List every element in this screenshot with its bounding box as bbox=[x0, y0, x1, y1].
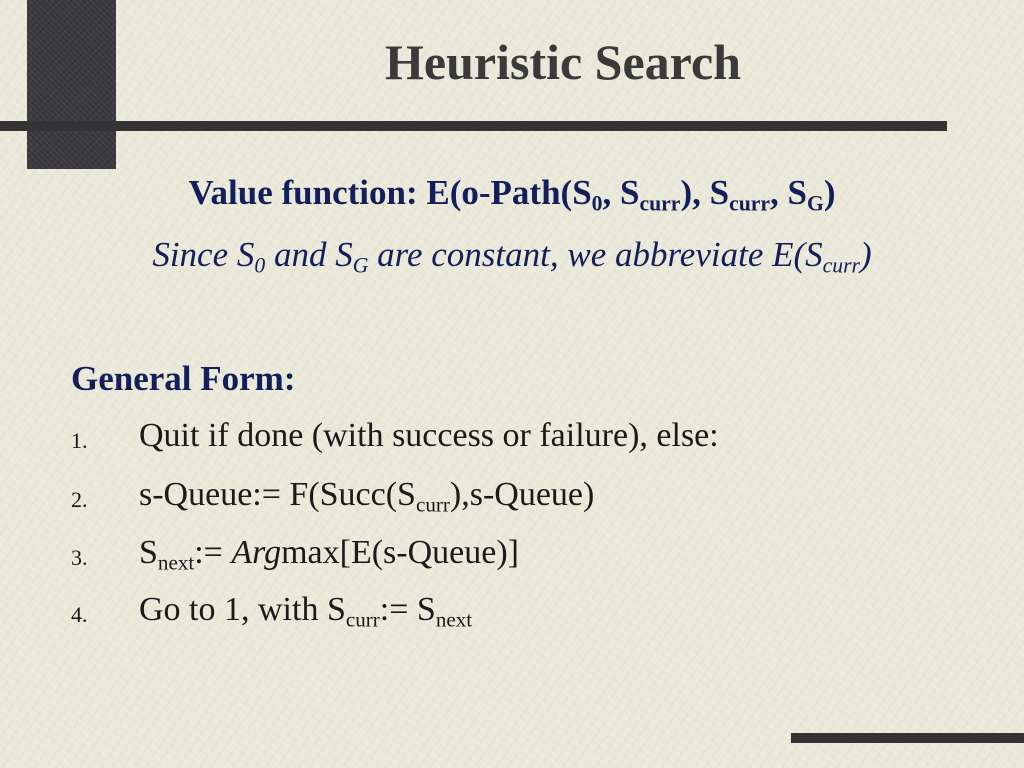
step-text-italic: Arg bbox=[231, 534, 282, 571]
subscript: G bbox=[806, 191, 824, 216]
step-text-part: s-Queue:= F(Succ(S bbox=[139, 476, 416, 513]
note-text: and S bbox=[265, 235, 353, 274]
step-number: 3. bbox=[71, 545, 88, 570]
title-divider-rule bbox=[0, 121, 947, 131]
slide-title: Heuristic Search bbox=[385, 34, 741, 90]
subscript: next bbox=[157, 550, 195, 575]
step-text bbox=[139, 534, 519, 575]
step-text bbox=[139, 476, 595, 517]
abbreviation-note bbox=[0, 234, 1024, 276]
subscript: 0 bbox=[591, 191, 603, 216]
subscript: curr bbox=[729, 191, 771, 216]
general-form-heading: General Form: bbox=[71, 359, 296, 398]
value-function-text: ) bbox=[823, 173, 836, 212]
value-function-text: ), S bbox=[680, 173, 730, 212]
step-text-part: S bbox=[139, 534, 158, 571]
step-text-part: := S bbox=[379, 591, 436, 628]
value-function-text: E(o-Path(S bbox=[426, 173, 592, 212]
bottom-divider-rule bbox=[791, 733, 1024, 743]
step-item-2 bbox=[0, 476, 1000, 520]
step-text bbox=[139, 591, 473, 632]
subscript: curr bbox=[345, 607, 380, 632]
subscript: 0 bbox=[254, 253, 266, 278]
note-text: are constant, we abbreviate E(S bbox=[368, 235, 823, 274]
step-text: Quit if done (with success or failure), else: bbox=[139, 417, 719, 454]
step-text-part: := bbox=[194, 534, 232, 571]
note-text: ) bbox=[860, 235, 872, 274]
value-function-line bbox=[0, 172, 1024, 214]
value-function-text: , S bbox=[770, 173, 807, 212]
step-item-3 bbox=[0, 534, 1000, 578]
step-text-part: ),s-Queue) bbox=[449, 476, 595, 513]
subscript: curr bbox=[415, 492, 450, 517]
step-number: 1. bbox=[71, 428, 88, 453]
step-text-part: max[E(s-Queue)] bbox=[281, 534, 519, 571]
value-function-text: , S bbox=[602, 173, 640, 212]
subscript: G bbox=[352, 253, 369, 278]
value-function-label: Value function: bbox=[188, 173, 427, 212]
step-text-part: Go to 1, with S bbox=[139, 591, 346, 628]
step-item-1 bbox=[0, 417, 1000, 461]
step-item-4 bbox=[0, 591, 1000, 635]
corner-decoration-block bbox=[27, 0, 116, 169]
subscript: curr bbox=[822, 253, 860, 278]
note-text: Since S bbox=[152, 235, 255, 274]
step-number: 4. bbox=[71, 602, 88, 627]
step-number: 2. bbox=[71, 487, 88, 512]
subscript: next bbox=[435, 607, 473, 632]
subscript: curr bbox=[639, 191, 681, 216]
